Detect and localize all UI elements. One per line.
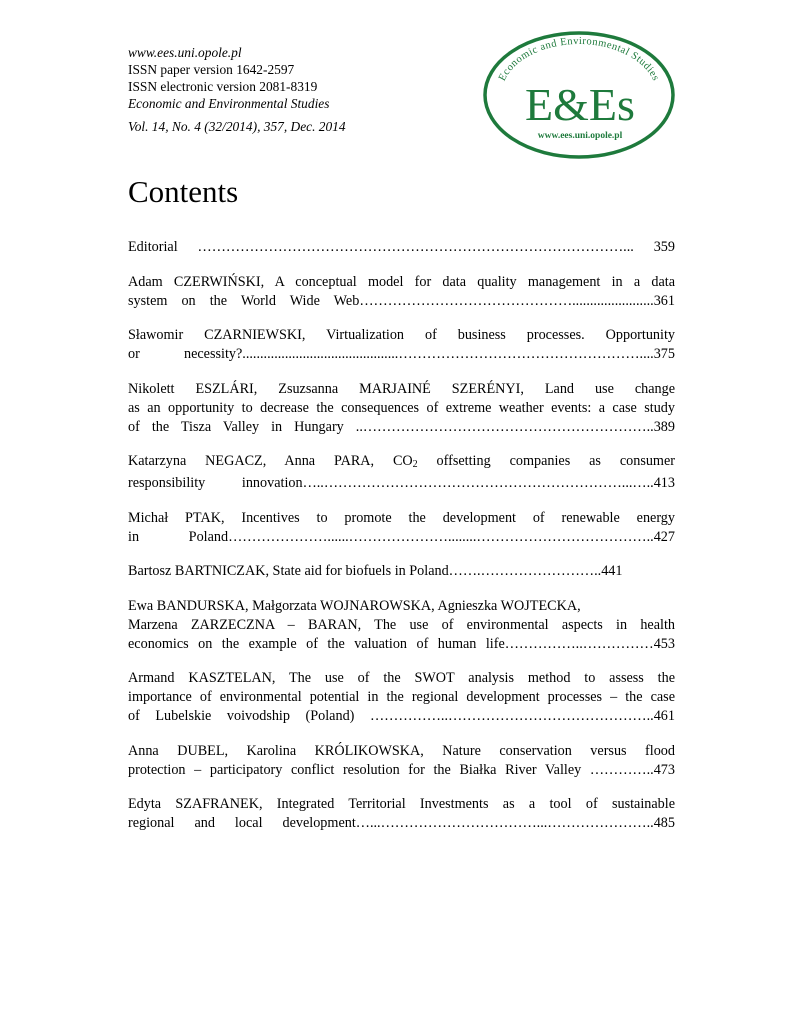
toc-line: Anna DUBEL, Karolina KRÓLIKOWSKA, Nature conservation versus flood — [128, 742, 675, 759]
toc-line — [128, 452, 675, 474]
toc-entry — [128, 669, 675, 726]
toc-entry — [128, 326, 675, 364]
toc-line: importance of environmental potential in the regional development processes – the case — [128, 689, 675, 705]
toc-text: offsetting companies as consumer — [417, 453, 675, 469]
toc-line: Michał PTAK, Incentives to promote the development of renewable energy — [128, 509, 675, 526]
toc-line: in Poland…………………......…………………........………………………………..427 — [128, 528, 675, 545]
toc-line: or necessity?............................................……………………………………………....375 — [128, 346, 675, 362]
logo-arc-text: Economic and Environmental Studies — [496, 35, 662, 83]
toc-entry — [128, 380, 675, 437]
toc-line: regional and local development…...……………………………...…………………..485 — [128, 815, 675, 831]
subscript: 2 — [412, 459, 418, 470]
toc-entry — [128, 562, 675, 581]
issn-paper: ISSN paper version 1642-2597 — [128, 62, 295, 77]
toc-line: Sławomir CZARNIEWSKI, Virtualization of business processes. Opportunity — [128, 327, 675, 343]
toc-line: of the Tisza Valley in Hungary ..……………………………………………………..389 — [128, 418, 675, 435]
svg-text:Economic and Environmental Stu — [497, 36, 661, 83]
toc-line: of Lubelskie voivodship (Poland) ……………..……………………………………..461 — [128, 708, 675, 724]
volume-info: Vol. 14, No. 4 (32/2014), 357, Dec. 2014 — [128, 119, 346, 134]
toc-entry — [128, 509, 675, 547]
toc-text: Katarzyna NEGACZ, Anna PARA, CO — [128, 453, 413, 469]
journal-url: www.ees.uni.opole.pl — [128, 45, 242, 60]
journal-name: Economic and Environmental Studies — [128, 96, 330, 111]
toc-line: Adam CZERWIŃSKI, A conceptual model for data quality management in a data — [128, 273, 675, 290]
journal-header — [128, 44, 346, 135]
logo-url: www.ees.uni.opole.pl — [537, 131, 623, 141]
toc-entry — [128, 597, 675, 654]
toc-line: Nikolett ESZLÁRI, Zsuzsanna MARJAINÉ SZERÉNYI, Land use change — [128, 380, 675, 397]
toc-entry — [128, 742, 675, 780]
logo-mark: E&Es — [525, 79, 635, 130]
ees-logo — [482, 30, 676, 160]
toc-entry — [128, 795, 675, 833]
toc-line: responsibility innovation…..………………………………………………………...…..413 — [128, 475, 675, 491]
toc-entry — [128, 273, 675, 311]
toc-line: Edyta SZAFRANEK, Integrated Territorial Investments as a tool of sustainable — [128, 796, 675, 812]
toc-line: Ewa BANDURSKA, Małgorzata WOJNAROWSKA, Agnieszka WOJTECKA, — [128, 597, 581, 614]
toc-line: economics on the example of the valuation of human life……………..……………453 — [128, 635, 675, 652]
toc-line: as an opportunity to decrease the consequences of extreme weather events: a case study — [128, 399, 675, 416]
page-title: Contents — [128, 174, 239, 209]
issn-electronic: ISSN electronic version 2081-8319 — [128, 79, 318, 94]
toc-entry — [128, 238, 675, 257]
toc-line: Bartosz BARTNICZAK, State aid for biofuels in Poland…….……………………..441 — [128, 563, 623, 579]
toc-entry — [128, 452, 675, 493]
table-of-contents — [128, 238, 675, 849]
toc-line: Editorial ………………………………………………………………………………... 359 — [128, 239, 675, 255]
toc-line: protection – participatory conflict resolution for the Białka River Valley …………..473 — [128, 761, 675, 778]
toc-line: Armand KASZTELAN, The use of the SWOT analysis method to assess the — [128, 670, 675, 686]
toc-line: system on the World Wide Web……………………………………….......................361 — [128, 292, 675, 309]
toc-line: Marzena ZARZECZNA – BARAN, The use of environmental aspects in health — [128, 616, 675, 633]
